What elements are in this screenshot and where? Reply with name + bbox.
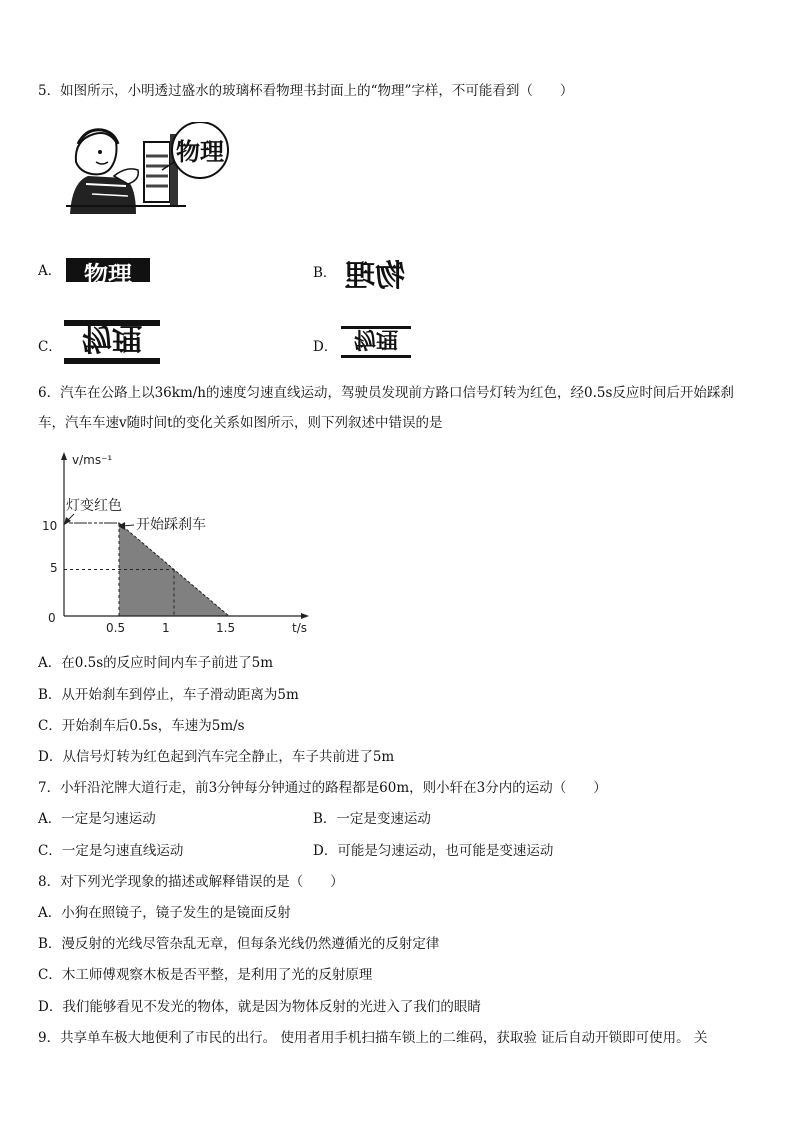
q8-option-d: D．我们能够看见不发光的物体，就是因为物体反射的光进入了我们的眼睛 xyxy=(38,999,481,1015)
annotation-light-red: 灯变红色 xyxy=(66,498,122,514)
q5-option-c-image xyxy=(64,320,160,368)
q8-stem: 8．对下列光学现象的描述或解释错误的是（ ） xyxy=(38,874,344,890)
q5-option-a-label: A． xyxy=(38,263,62,279)
q7-stem: 7．小轩沿沱牌大道行走，前3分钟每分钟通过的路程都是60m，则小轩在3分内的运动（ ） xyxy=(38,780,607,796)
q6-velocity-chart xyxy=(34,450,324,642)
y-axis-label: v/ms⁻¹ xyxy=(72,453,113,467)
option-b-glyph: 物理 xyxy=(345,259,405,294)
boy-with-glass-figure xyxy=(66,122,236,214)
x-axis-arrow xyxy=(301,613,309,619)
q5-option-c-label: C． xyxy=(38,339,62,355)
x-tick-0-5: 0.5 xyxy=(106,621,126,635)
q7-option-d: D．可能是匀速运动，也可能是变速运动 xyxy=(313,843,554,859)
chart-plot-area xyxy=(64,523,229,616)
velocity-time-graph xyxy=(34,450,324,642)
q5-option-d-label: D． xyxy=(313,339,338,355)
q6-option-a: A．在0.5s的反应时间内车子前进了5m xyxy=(38,655,274,671)
q6-stem-line1: 6．汽车在公路上以36km/h的速度匀速直线运动，驾驶员发现前方路口信号灯转为红色，经0.5s反应时间后开始踩刹 xyxy=(38,385,734,401)
q6-option-c: C．开始刹车后0.5s，车速为5m/s xyxy=(38,718,245,734)
option-a-glyph: 物理 xyxy=(84,262,132,287)
y-tick-5: 5 xyxy=(50,561,58,575)
q5-option-b-image xyxy=(343,244,407,304)
option-d-glyph: 物理 xyxy=(353,326,399,351)
option-c-glyph: 物理 xyxy=(82,320,142,355)
q7-option-a: A．一定是匀速运动 xyxy=(38,811,156,827)
q6-option-d: D．从信号灯转为红色起到汽车完全静止，车子共前进了5m xyxy=(38,749,395,765)
q7-option-b: B．一定是变速运动 xyxy=(313,811,431,827)
y-tick-10: 10 xyxy=(42,519,58,533)
x-axis-label: t/s xyxy=(292,621,307,635)
q5-option-d-image xyxy=(341,326,411,362)
annotation-start-braking: 开始踩刹车 xyxy=(136,517,206,533)
q9-stem: 9．共享单车极大地便利了市民的出行。 使用者用手机扫描车锁上的二维码，获取验 证后自动开锁即可使用。 关 xyxy=(38,1030,708,1046)
figure-text-wuli: 物理 xyxy=(176,138,224,166)
q6-stem-line2: 车，汽车车速v随时间t的变化关系如图所示，则下列叙述中错误的是 xyxy=(38,415,443,431)
q7-option-c: C．一定是匀速直线运动 xyxy=(38,843,184,859)
q6-option-b: B．从开始刹车到停止，车子滑动距离为5m xyxy=(38,687,299,703)
x-tick-1-5: 1.5 xyxy=(216,621,236,635)
x-tick-1: 1 xyxy=(162,621,170,635)
q5-option-b-label: B． xyxy=(313,265,337,281)
q8-option-b: B．漫反射的光线尽管杂乱无章，但每条光线仍然遵循光的反射定律 xyxy=(38,936,440,952)
y-tick-0: 0 xyxy=(48,611,56,625)
q5-stem: 5．如图所示，小明透过盛水的玻璃杯看物理书封面上的“物理”字样，不可能看到（ ） xyxy=(38,83,574,99)
q8-option-c: C．木工师傅观察木板是否平整，是利用了光的反射原理 xyxy=(38,967,373,983)
y-axis-arrow xyxy=(61,452,67,460)
q5-option-a-image xyxy=(66,254,150,292)
q8-option-a: A．小狗在照镜子，镜子发生的是镜面反射 xyxy=(38,905,291,921)
q5-illustration xyxy=(66,122,236,214)
